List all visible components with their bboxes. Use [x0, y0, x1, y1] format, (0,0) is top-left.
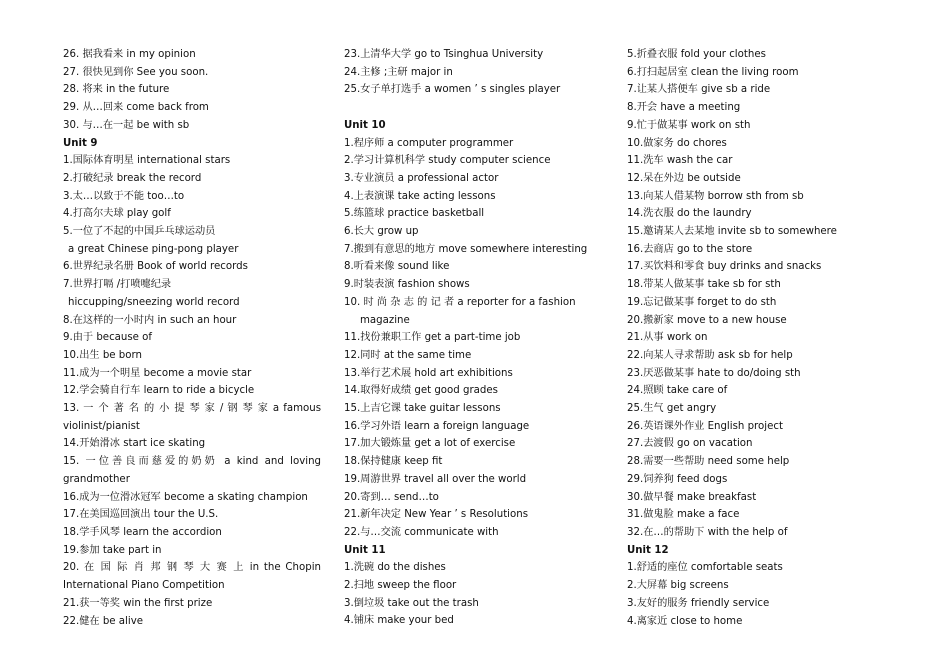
vocab-entry: 20.寄到… send…to: [344, 491, 439, 503]
vocab-entry: 15.上吉它课 take guitar lessons: [344, 403, 501, 415]
vocab-entry: 16.学习外语 learn a foreign language: [344, 420, 530, 432]
vocab-entry: 2.扫地 sweep the floor: [344, 580, 457, 592]
vocab-entry: 30.做早餐 make breakfast: [627, 491, 757, 503]
vocab-entry: 22.向某人寻求帮助 ask sb for help: [627, 349, 793, 361]
vocab-entry: 11.成为一个明星 become a movie star: [63, 367, 252, 379]
vocab-entry: 6.长大 grow up: [344, 226, 419, 238]
vocab-entry: 17.加大锻炼量 get a lot of exercise: [344, 438, 516, 450]
vocab-entry: 12.学会骑自行车 learn to ride a bicycle: [63, 385, 255, 397]
vocab-entry: 12.呆在外边 be outside: [627, 172, 741, 184]
vocab-entry: 2.打破纪录 break the record: [63, 172, 202, 184]
vocab-entry: 3.倒垃圾 take out the trash: [344, 597, 479, 609]
vocab-entry: 26. 据我看来 in my opinion: [63, 49, 196, 60]
vocab-entry: 3.太…以致于不能 too…to: [63, 190, 185, 202]
vocab-entry: 2.大屏幕 big screens: [627, 580, 729, 592]
vocab-entry: 5.练篮球 practice basketball: [344, 208, 485, 220]
unit-heading: Unit 9: [63, 137, 98, 149]
vocab-entry: 9.由于 because of: [63, 332, 153, 344]
blank-line: [344, 99, 606, 117]
vocab-entry: 7.搬到有意思的地方 move somewhere interesting: [344, 243, 588, 255]
vocab-entry: magazine: [360, 314, 410, 326]
vocab-entry: 8.在这样的一小时内 in such an hour: [63, 314, 237, 326]
vocab-entry: 13.向某人借某物 borrow sth from sb: [627, 190, 804, 202]
vocab-entry: 5.一位了不起的中国乒乓球运动员: [63, 226, 216, 238]
vocab-entry: 6.打扫起居室 clean the living room: [627, 66, 799, 78]
vocab-entry: 26.英语课外作业 English project: [627, 420, 783, 432]
vocab-entry: 5.折叠衣服 fold your clothes: [627, 49, 766, 60]
unit-heading: Unit 11: [344, 544, 386, 556]
vocab-entry: 28. 将来 in the future: [63, 84, 170, 96]
vocab-entry: 22.与…交流 communicate with: [344, 526, 499, 538]
vocab-entry: 28.需要一些帮助 need some help: [627, 456, 790, 468]
vocab-entry: 20.搬新家 move to a new house: [627, 314, 787, 326]
vocab-entry: 1.舒适的座位 comfortable seats: [627, 562, 783, 574]
vocab-entry: 13.举行艺术展 hold art exhibitions: [344, 367, 513, 379]
vocab-entry: 18.带某人做某事 take sb for sth: [627, 279, 781, 291]
vocab-entry: 19.忘记做某事 forget to do sth: [627, 296, 777, 308]
vocab-entry: 1.洗碗 do the dishes: [344, 562, 446, 574]
vocab-entry: 1.程序师 a computer programmer: [344, 137, 514, 149]
vocab-entry: 3.友好的服务 friendly service: [627, 597, 770, 609]
vocab-entry: 15. 一位善良而慈爱的奶奶 a kind and loving grandmother: [63, 456, 321, 485]
vocab-entry: 21.获一等奖 win the first prize: [63, 597, 213, 609]
vocab-entry: 19.周游世界 travel all over the world: [344, 473, 527, 485]
vocab-entry: 27. 很快见到你 See you soon.: [63, 66, 209, 78]
vocab-entry: 4.铺床 make your bed: [344, 615, 454, 627]
vocab-entry: 4.离家近 close to home: [627, 615, 743, 627]
unit-heading: Unit 12: [627, 544, 669, 556]
vocab-entry: 25.女子单打选手 a women ’ s singles player: [344, 84, 561, 96]
vocab-entry: 13. 一 个 著 名 的 小 提 琴 家 / 钢 琴 家 a famous violinist/pianist: [63, 403, 321, 432]
vocab-entry: hiccupping/sneezing world record: [68, 296, 240, 308]
unit-heading: Unit 10: [344, 119, 386, 131]
vocab-entry: 10. 时 尚 杂 志 的 记 者 a reporter for a fashion: [344, 296, 576, 308]
vocab-entry: 11.找份兼职工作 get a part-time job: [344, 332, 521, 344]
vocab-entry: 21.新年决定 New Year ’ s Resolutions: [344, 509, 529, 521]
vocab-entry: 11.洗车 wash the car: [627, 155, 733, 167]
vocab-entry: 1.国际体育明星 international stars: [63, 155, 231, 167]
vocab-entry: 3.专业演员 a professional actor: [344, 172, 499, 184]
vocab-entry: 8.开会 have a meeting: [627, 102, 741, 114]
vocab-entry: 27.去渡假 go on vacation: [627, 438, 753, 450]
vocab-entry: 2.学习计算机科学 study computer science: [344, 155, 551, 167]
vocab-entry: 21.从事 work on: [627, 332, 708, 344]
vocab-entry: 7.世界打嗝 /打喷嚏纪录: [63, 279, 172, 291]
vocab-entry: a great Chinese ping-pong player: [68, 243, 239, 255]
vocab-entry: 10.出生 be born: [63, 349, 142, 361]
vocab-entry: 18.保持健康 keep fit: [344, 456, 443, 468]
vocab-entry: 18.学手风琴 learn the accordion: [63, 526, 222, 538]
vocab-entry: 9.忙于做某事 work on sth: [627, 119, 751, 131]
vocab-entry: 9.时装表演 fashion shows: [344, 279, 470, 291]
vocab-entry: 22.健在 be alive: [63, 615, 143, 627]
vocab-entry: 20. 在 国 际 肖 邦 钢 琴 大 赛 上 in the Chopin International Piano Competition: [63, 562, 321, 592]
vocab-entry: 25.生气 get angry: [627, 403, 717, 415]
vocab-entry: 4.上表演课 take acting lessons: [344, 190, 496, 202]
vocab-entry: 7.让某人搭便车 give sb a ride: [627, 84, 771, 96]
vocab-entry: 29. 从…回来 come back from: [63, 102, 209, 114]
vocab-entry: 14.取得好成绩 get good grades: [344, 385, 498, 397]
column-right: [627, 46, 889, 630]
vocab-entry: 32.在…的帮助下 with the help of: [627, 526, 788, 538]
vocab-entry: 8.听看来像 sound like: [344, 261, 450, 273]
vocab-entry: 23.上清华大学 go to Tsinghua University: [344, 49, 544, 60]
vocab-entry: 16.去商店 go to the store: [627, 243, 753, 255]
vocab-entry: 30. 与…在一起 be with sb: [63, 119, 190, 131]
vocab-entry: 29.饲养狗 feed dogs: [627, 473, 728, 485]
vocab-entry: 19.参加 take part in: [63, 544, 162, 556]
vocab-entry: 23.厌恶做某事 hate to do/doing sth: [627, 367, 801, 379]
vocab-entry: 15.邀请某人去某地 invite sb to somewhere: [627, 226, 837, 238]
column-left: [63, 46, 321, 630]
vocab-entry: 14.洗衣服 do the laundry: [627, 208, 752, 220]
vocab-entry: 24.照顾 take care of: [627, 385, 728, 397]
vocab-entry: 17.在美国巡回演出 tour the U.S.: [63, 509, 219, 521]
vocab-entry: 10.做家务 do chores: [627, 137, 727, 149]
vocab-entry: 4.打高尔夫球 play golf: [63, 208, 171, 220]
vocab-entry: 6.世界纪录名册 Book of world records: [63, 261, 248, 273]
vocab-entry: 12.同时 at the same time: [344, 349, 472, 361]
vocab-entry: 17.买饮料和零食 buy drinks and snacks: [627, 261, 822, 273]
vocab-entry: 24.主修 ;主研 major in: [344, 66, 453, 78]
vocab-entry: 16.成为一位滑冰冠军 become a skating champion: [63, 491, 308, 503]
vocab-entry: 14.开始滑冰 start ice skating: [63, 438, 206, 450]
column-middle: [344, 46, 606, 630]
vocab-entry: 31.做鬼脸 make a face: [627, 509, 740, 521]
